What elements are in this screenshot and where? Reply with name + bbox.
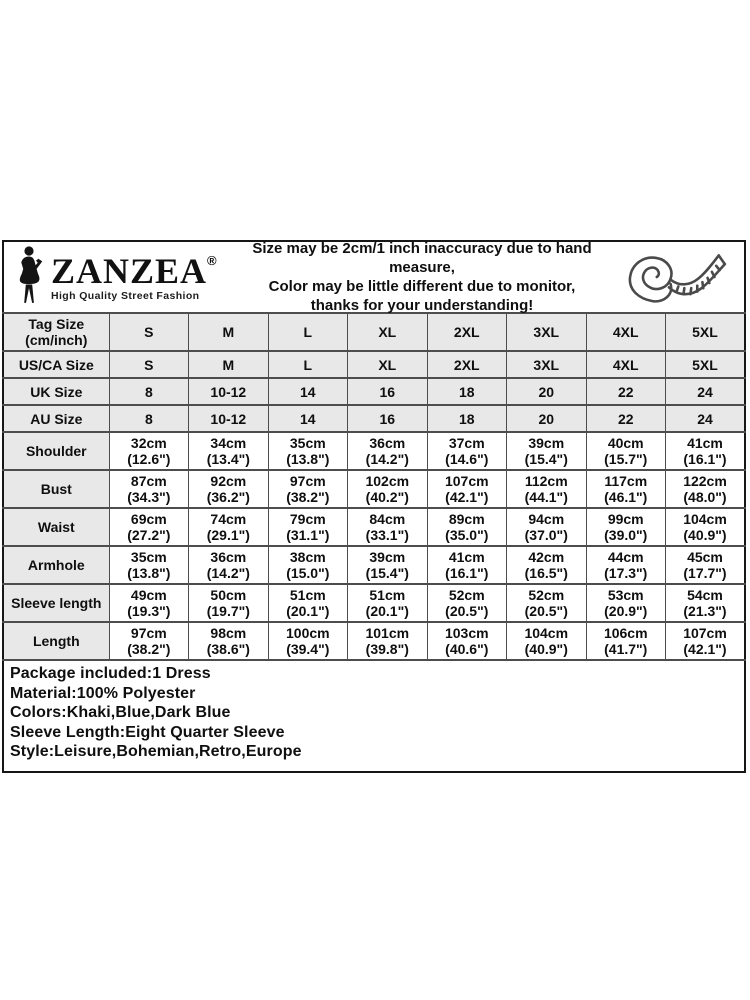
measure-cm: 84cm [369, 511, 406, 527]
measure-cell [268, 470, 347, 508]
measure-cm: 35cm [130, 549, 167, 565]
measure-inch: (39.8") [365, 641, 409, 657]
measure-cell [665, 470, 745, 508]
measure-cm: 112cm [524, 473, 568, 489]
measure-cell [109, 622, 188, 660]
measure-inch: (27.2") [127, 527, 171, 543]
measure-inch: (46.1") [604, 489, 648, 505]
measure-inch: (16.1") [445, 565, 489, 581]
info-line-sleeve: Sleeve Length:Eight Quarter Sleeve [10, 723, 285, 741]
size-cell: 20 [507, 378, 586, 405]
measure-cm: 51cm [369, 587, 406, 603]
measure-cell [586, 508, 665, 546]
measure-cell [665, 584, 745, 622]
measure-inch: (38.2") [286, 489, 330, 505]
measure-cell [586, 584, 665, 622]
measure-cm: 122cm [683, 473, 727, 489]
size-cell: 18 [427, 405, 506, 432]
measure-cell [507, 508, 586, 546]
size-cell: 4XL [586, 313, 665, 351]
measure-inch: (20.9") [604, 603, 648, 619]
measure-cm: 107cm [444, 473, 489, 489]
measure-inch: (15.4") [365, 565, 409, 581]
measure-cm: 117cm [604, 473, 648, 489]
measure-inch: (15.4") [524, 451, 568, 467]
measure-cell [268, 622, 347, 660]
measure-inch: (38.2") [127, 641, 171, 657]
size-cell: M [189, 313, 268, 351]
size-cell: 16 [348, 378, 427, 405]
measure-cell [348, 470, 427, 508]
row-label: Shoulder [3, 432, 109, 470]
measure-cell [268, 546, 347, 584]
measure-cell [507, 432, 586, 470]
size-cell: 4XL [586, 351, 665, 378]
table-row [3, 405, 745, 432]
measure-inch: (40.9") [683, 527, 727, 543]
measure-inch: (20.1") [286, 603, 330, 619]
row-label: Armhole [3, 546, 109, 584]
measure-cell [109, 584, 188, 622]
measure-inch: (40.2") [365, 489, 409, 505]
table-row [3, 622, 745, 660]
measure-cm: 54cm [687, 587, 723, 603]
measure-cm: 50cm [210, 587, 247, 603]
measure-cell [427, 622, 506, 660]
brand-tagline: High Quality Street Fashion [51, 289, 200, 302]
size-cell: 16 [348, 405, 427, 432]
row-label [3, 313, 109, 351]
measure-cm: 42cm [528, 549, 565, 565]
measure-inch: (41.7") [604, 641, 648, 657]
measure-inch: (39.0") [604, 527, 648, 543]
measure-cm: 104cm [524, 625, 569, 641]
measure-cm: 99cm [607, 511, 644, 527]
disclaimer-line: Size may be 2cm/1 inch inaccuracy due to hand measure, [252, 240, 592, 276]
size-chart-sheet [2, 240, 746, 773]
size-cell: XL [348, 351, 427, 378]
measure-disclaimer [240, 239, 604, 315]
measure-inch: (16.5") [524, 565, 568, 581]
measure-cm: 45cm [687, 549, 723, 565]
measure-cell [586, 622, 665, 660]
measure-cm: 94cm [528, 511, 565, 527]
measure-cm: 52cm [528, 587, 565, 603]
measure-cell [427, 584, 506, 622]
table-row [3, 508, 745, 546]
measure-cm: 101cm [365, 625, 410, 641]
size-table [2, 312, 746, 661]
measure-inch: (13.8") [127, 565, 171, 581]
row-label: Sleeve length [3, 584, 109, 622]
measure-inch: (48.0") [683, 489, 727, 505]
measure-cell [665, 432, 745, 470]
size-cell: 22 [586, 378, 665, 405]
measure-inch: (44.1") [524, 489, 568, 505]
size-cell: 2XL [427, 351, 506, 378]
size-cell: 5XL [665, 313, 745, 351]
measure-cell [189, 584, 268, 622]
measure-inch: (14.2") [206, 565, 250, 581]
measure-cell [189, 432, 268, 470]
size-cell: 3XL [507, 351, 586, 378]
size-cell: 22 [586, 405, 665, 432]
measure-cell [427, 508, 506, 546]
measure-cm: 38cm [289, 549, 326, 565]
row-label: US/CA Size [3, 351, 109, 378]
size-cell: 24 [665, 405, 745, 432]
size-cell: S [109, 351, 188, 378]
measure-inch: (29.1") [206, 527, 250, 543]
measure-cm: 40cm [607, 435, 644, 451]
measure-inch: (15.7") [604, 451, 648, 467]
measure-cell [189, 546, 268, 584]
measure-inch: (20.1") [365, 603, 409, 619]
size-cell: XL [348, 313, 427, 351]
measure-cell [109, 508, 188, 546]
measure-cm: 44cm [607, 549, 644, 565]
measure-cell [665, 508, 745, 546]
size-cell: 10-12 [189, 378, 268, 405]
measure-cell [348, 508, 427, 546]
measure-cm: 39cm [528, 435, 565, 451]
measure-inch: (42.1") [445, 489, 489, 505]
table-row [3, 584, 745, 622]
chart-header [2, 240, 746, 312]
measure-cell [586, 546, 665, 584]
measure-cell [189, 622, 268, 660]
table-row [3, 351, 745, 378]
measure-inch: (12.6") [127, 451, 171, 467]
size-cell: 14 [268, 405, 347, 432]
measure-cm: 102cm [365, 473, 410, 489]
measure-cell [268, 508, 347, 546]
measure-inch: (13.4") [206, 451, 250, 467]
info-line-material: Material:100% Polyester [10, 684, 196, 702]
measure-cm: 104cm [683, 511, 727, 527]
registered-mark: ® [207, 252, 217, 268]
measure-cm: 103cm [444, 625, 489, 641]
measure-cell [427, 546, 506, 584]
measure-cm: 79cm [289, 511, 326, 527]
measure-cell [109, 470, 188, 508]
measure-cm: 51cm [289, 587, 326, 603]
measure-cm: 41cm [687, 435, 723, 451]
measure-cell [507, 470, 586, 508]
measuring-tape-icon [604, 246, 744, 308]
measure-inch: (33.1") [365, 527, 409, 543]
measure-cell [507, 584, 586, 622]
woman-silhouette-icon [16, 246, 46, 309]
measure-inch: (17.3") [604, 565, 648, 581]
size-cell: S [109, 313, 188, 351]
measure-cm: 106cm [603, 625, 648, 641]
size-cell: 24 [665, 378, 745, 405]
table-row [3, 313, 745, 351]
measure-inch: (40.9") [524, 641, 568, 657]
size-cell: 8 [109, 405, 188, 432]
measure-cm: 87cm [130, 473, 167, 489]
brand-text [51, 250, 217, 302]
size-cell: 5XL [665, 351, 745, 378]
measure-inch: (14.6") [445, 451, 489, 467]
measure-cm: 100cm [286, 625, 330, 641]
size-cell: L [268, 351, 347, 378]
measure-cm: 35cm [289, 435, 326, 451]
measure-inch: (34.3") [127, 489, 171, 505]
measure-cm: 34cm [210, 435, 247, 451]
measure-cm: 41cm [448, 549, 485, 565]
measure-cell [665, 546, 745, 584]
measure-inch: (37.0") [524, 527, 568, 543]
measure-inch: (20.5") [524, 603, 568, 619]
table-row [3, 432, 745, 470]
measure-cell [427, 432, 506, 470]
size-cell: 20 [507, 405, 586, 432]
measure-cell [189, 508, 268, 546]
measure-cell [348, 546, 427, 584]
size-cell: 3XL [507, 313, 586, 351]
table-row [3, 378, 745, 405]
disclaimer-line: Color may be little different due to monitor, [268, 278, 576, 295]
info-line-package: Package included:1 Dress [10, 665, 211, 682]
size-cell: 8 [109, 378, 188, 405]
info-line-style: Style:Leisure,Bohemian,Retro,Europe [10, 743, 302, 760]
measure-cm: 69cm [130, 511, 167, 527]
row-label: Length [3, 622, 109, 660]
measure-cell [189, 470, 268, 508]
measure-inch: (15.0") [286, 565, 330, 581]
measure-inch: (13.8") [286, 451, 330, 467]
measure-cm: 36cm [369, 435, 406, 451]
size-cell: L [268, 313, 347, 351]
measure-cm: 53cm [607, 587, 644, 603]
info-line-colors: Colors:Khaki,Blue,Dark Blue [10, 704, 231, 721]
measure-inch: (40.6") [445, 641, 489, 657]
measure-cell [348, 584, 427, 622]
measure-cm: 97cm [289, 473, 326, 489]
measure-cm: 37cm [448, 435, 485, 451]
row-label: AU Size [3, 405, 109, 432]
measure-cell [268, 584, 347, 622]
measure-cell [348, 622, 427, 660]
measure-cell [586, 432, 665, 470]
measure-inch: (19.3") [127, 603, 171, 619]
row-label-line: Tag Size [28, 316, 85, 332]
measure-cell [109, 546, 188, 584]
measure-inch: (38.6") [206, 641, 250, 657]
size-cell: 2XL [427, 313, 506, 351]
disclaimer-line: thanks for your understanding! [310, 297, 534, 314]
row-label: Bust [3, 470, 109, 508]
measure-cm: 36cm [210, 549, 247, 565]
measure-cell [427, 470, 506, 508]
measure-cm: 92cm [210, 473, 247, 489]
measure-cm: 52cm [448, 587, 485, 603]
measure-inch: (31.1") [286, 527, 330, 543]
measure-cm: 49cm [130, 587, 167, 603]
measure-inch: (39.4") [286, 641, 330, 657]
measure-cm: 89cm [448, 511, 485, 527]
size-cell: M [189, 351, 268, 378]
measure-inch: (42.1") [683, 641, 727, 657]
table-row [3, 470, 745, 508]
measure-cm: 74cm [210, 511, 247, 527]
size-table-body [3, 313, 745, 660]
size-cell: 18 [427, 378, 506, 405]
row-label-line: (cm/inch) [25, 332, 88, 348]
measure-cell [586, 470, 665, 508]
measure-inch: (36.2") [206, 489, 250, 505]
measure-cell [109, 432, 188, 470]
measure-cell [268, 432, 347, 470]
measure-cell [348, 432, 427, 470]
measure-cell [665, 622, 745, 660]
row-label: Waist [3, 508, 109, 546]
brand-logo [4, 246, 240, 309]
measure-cm: 98cm [210, 625, 247, 641]
measure-cell [507, 622, 586, 660]
brand-name: ZANZEA [51, 250, 208, 291]
measure-cm: 39cm [369, 549, 406, 565]
product-info-box [2, 661, 746, 773]
measure-cm: 97cm [130, 625, 167, 641]
row-label: UK Size [3, 378, 109, 405]
measure-inch: (21.3") [683, 603, 727, 619]
measure-inch: (35.0") [445, 527, 489, 543]
measure-cell [507, 546, 586, 584]
measure-inch: (17.7") [683, 565, 727, 581]
measure-cm: 32cm [130, 435, 167, 451]
measure-inch: (16.1") [683, 451, 727, 467]
size-cell: 14 [268, 378, 347, 405]
measure-inch: (20.5") [445, 603, 489, 619]
size-cell: 10-12 [189, 405, 268, 432]
measure-cm: 107cm [683, 625, 727, 641]
measure-inch: (19.7") [206, 603, 250, 619]
measure-inch: (14.2") [365, 451, 409, 467]
table-row [3, 546, 745, 584]
